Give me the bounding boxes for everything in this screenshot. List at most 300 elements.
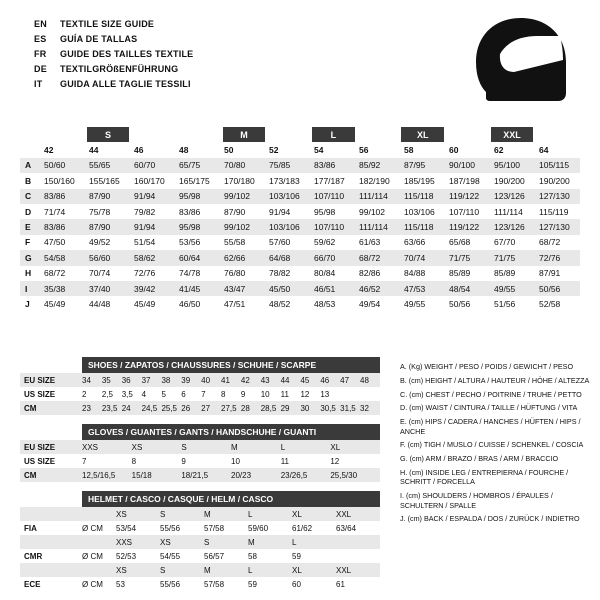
cell: 111/114	[359, 191, 388, 202]
cell: 55/56	[160, 579, 181, 589]
numeric-size-60: 60	[449, 145, 459, 156]
cell: 30	[300, 403, 310, 413]
numeric-header-spacer	[20, 142, 40, 157]
cell: 83/86	[44, 191, 66, 202]
table-row	[20, 204, 580, 219]
helmet-ece-headers	[116, 566, 380, 575]
helmet-ece-row	[20, 577, 380, 591]
cell: 70/74	[404, 252, 426, 263]
cell: 29	[280, 403, 290, 413]
cell: 63/64	[336, 523, 357, 533]
cell: 46/50	[179, 298, 201, 309]
cell: 91/94	[134, 222, 156, 233]
cell: 23	[82, 403, 91, 413]
cell: 90/100	[449, 160, 475, 171]
size-table-group-header	[20, 127, 580, 142]
cell: 107/110	[314, 222, 345, 233]
cell: 47	[340, 375, 350, 385]
cell: 55/65	[89, 160, 111, 171]
legend-item-b: B. (cm) HEIGHT / ALTURA / HAUTEUR / HÖHE / ALTEZZA	[400, 375, 590, 385]
cell: 27,5	[221, 403, 237, 413]
cell: S	[160, 509, 166, 519]
row-label-g: G	[25, 252, 32, 263]
cell: 47/53	[404, 283, 426, 294]
shoes-us-values	[82, 390, 380, 399]
cell: 72/76	[539, 252, 561, 263]
table-row	[20, 189, 580, 204]
cell: 71/75	[449, 252, 471, 263]
cell: 72/76	[134, 268, 156, 279]
cell: 87/90	[89, 222, 111, 233]
cell: 56/57	[204, 551, 225, 561]
header-title-de: TEXTILGRÖßENFÜHRUNG	[60, 64, 179, 74]
header-lang-it: IT	[34, 79, 43, 89]
cell: 123/126	[494, 222, 525, 233]
cell: 91/94	[269, 206, 291, 217]
cell: S	[181, 442, 187, 452]
group-label-xl: XL	[401, 127, 444, 142]
legend-item-c: C. (cm) CHEST / PECHO / POITRINE / TRUHE / PETTO	[400, 389, 582, 399]
cell: 66/70	[314, 252, 336, 263]
cell: 59	[248, 579, 257, 589]
gloves-cm-values	[82, 471, 380, 480]
cell: 49/54	[359, 298, 381, 309]
group-header-spacer	[20, 127, 40, 142]
numeric-size-50: 50	[224, 145, 234, 156]
size-table-numeric-header	[20, 142, 580, 157]
legend-item-j: J. (cm) BACK / ESPALDA / DOS / ZURÜCK / INDIETRO	[400, 514, 580, 524]
group-header-cells	[40, 127, 580, 142]
cell: 76/80	[224, 268, 246, 279]
cell: 35/38	[44, 283, 66, 294]
cell: 4	[141, 389, 147, 399]
cell: M	[248, 537, 255, 547]
cell: XXL	[336, 509, 352, 519]
cell: 23/26,5	[280, 470, 308, 480]
cell: 119/122	[449, 222, 480, 233]
cell: 71/75	[494, 252, 516, 263]
gloves-cm-row	[20, 468, 380, 482]
cell: 48/53	[314, 298, 336, 309]
cell: 9	[240, 389, 246, 399]
cell: 150/160	[44, 175, 75, 186]
cell: 83/86	[44, 222, 66, 233]
cell: 115/118	[404, 191, 434, 202]
cell: 34	[82, 375, 91, 385]
cell: 12	[300, 389, 310, 399]
legend-item-d: D. (cm) WAIST / CINTURA / TAILLE / HÜFTUNG / VITA	[400, 403, 578, 413]
legend-item-a: A. (Kg) WEIGHT / PESO / POIDS / GEWICHT / PESO	[400, 362, 574, 371]
cell: 48	[360, 375, 369, 385]
helmet-cmr-headers	[116, 538, 380, 547]
helmet-cmr-diameter-label: Ø CM	[82, 551, 103, 561]
group-label-l: L	[312, 127, 355, 142]
cell	[340, 390, 360, 399]
cell: 107/110	[314, 191, 345, 202]
cell: 103/106	[269, 222, 300, 233]
gloves-eu-values	[82, 443, 380, 452]
cell: 177/187	[314, 175, 345, 186]
cell: 50/56	[539, 283, 561, 294]
cell: 2,5	[101, 389, 113, 399]
cell: 42	[240, 375, 250, 385]
helmet-cmr-values	[116, 552, 380, 561]
cell: 87/90	[89, 191, 111, 202]
gloves-cm-label: CM	[24, 470, 37, 480]
cell: 18/21,5	[181, 470, 209, 480]
cell: 82/86	[359, 268, 381, 279]
numeric-size-58: 58	[404, 145, 414, 156]
cell: 28,5	[260, 403, 277, 413]
group-label-m: M	[223, 127, 266, 142]
header-title-it: GUIDA ALLE TAGLIE TESSILI	[60, 79, 191, 89]
numeric-size-54: 54	[314, 145, 324, 156]
legend-item-h: H. (cm) INSIDE LEG / ENTREPIERNA / FOURCHE / SCHRITT / FORCELLA	[400, 467, 569, 487]
table-row	[20, 219, 580, 234]
header-lang-fr: FR	[34, 49, 47, 59]
cell: 49/52	[89, 237, 111, 248]
row-label-h: H	[25, 268, 32, 279]
header-row	[34, 48, 193, 61]
cell: 57/58	[204, 523, 225, 533]
cell: 87/91	[539, 268, 561, 279]
header-row	[34, 63, 193, 76]
cell: 103/106	[404, 206, 435, 217]
cell: 39/42	[134, 283, 156, 294]
cell: 105/115	[539, 160, 570, 171]
numeric-size-52: 52	[269, 145, 279, 156]
cell: 65/68	[449, 237, 471, 248]
legend-item-i: I. (cm) SHOULDERS / HOMBROS / ÉPAULES / SCHULTERN / SPALLE	[400, 491, 553, 510]
cell: 71/74	[44, 206, 66, 217]
group-cell-empty	[40, 127, 87, 142]
cell: 95/98	[179, 222, 201, 233]
group-label-xxl: XXL	[491, 127, 534, 142]
cell: S	[160, 565, 166, 575]
cell: 62/66	[224, 252, 246, 263]
header-title-es: GUÍA DE TALLAS	[60, 34, 138, 44]
cell: 56/60	[89, 252, 111, 263]
cell: 165/175	[179, 175, 210, 186]
header-lang-de: DE	[34, 64, 47, 74]
cell: 40	[201, 375, 211, 385]
cell: 8	[221, 389, 226, 399]
cell: 46/52	[359, 283, 381, 294]
cell: 12	[330, 456, 340, 466]
cell: 111/114	[359, 222, 388, 233]
cell: XL	[292, 565, 302, 575]
helmet-ece-values	[116, 580, 380, 589]
group-label-s: S	[87, 127, 130, 142]
table-row	[20, 173, 580, 188]
cell: 10	[231, 456, 240, 466]
cell: 190/200	[494, 175, 525, 186]
shoes-eu-label: EU SIZE	[24, 375, 56, 385]
panel-spacer	[20, 415, 380, 424]
cell: 61/63	[359, 237, 381, 248]
cell: 74/78	[179, 268, 201, 279]
gloves-eu-label: EU SIZE	[24, 442, 56, 452]
table-row	[20, 281, 580, 296]
cell: XL	[292, 509, 302, 519]
numeric-size-56: 56	[359, 145, 369, 156]
row-label-b: B	[25, 175, 32, 186]
cell: 85/92	[359, 160, 381, 171]
cell: M	[231, 442, 238, 452]
header-row	[34, 78, 193, 91]
cell: 24,5	[141, 403, 158, 413]
cell: 43	[260, 375, 270, 385]
cell: 187/198	[449, 175, 480, 186]
cell: 43/47	[224, 283, 246, 294]
cell: 55/56	[160, 523, 181, 533]
group-cell-empty	[176, 127, 223, 142]
cell: 79/82	[134, 206, 156, 217]
cell: 26	[181, 403, 191, 413]
cell	[360, 390, 380, 399]
cell: 41/45	[179, 283, 201, 294]
cell: 55/58	[224, 237, 246, 248]
cell: 53/56	[179, 237, 201, 248]
helmet-panel-title: HELMET / CASCO / CASQUE / HELM / CASCO	[82, 491, 380, 507]
cell: 58/62	[134, 252, 156, 263]
table-row	[20, 296, 580, 311]
cell: 52/58	[539, 298, 561, 309]
cell: 23,5	[101, 403, 118, 413]
cell: 3,5	[121, 389, 133, 399]
cell: 39	[181, 375, 191, 385]
legend-item-g: G. (cm) ARM / BRAZO / BRAS / ARM / BRACCIO	[400, 454, 559, 464]
cell: 65/75	[179, 160, 201, 171]
numeric-size-48: 48	[179, 145, 189, 156]
cell: XXS	[82, 442, 99, 452]
cell: 119/122	[449, 191, 480, 202]
header-lang-en: EN	[34, 19, 47, 29]
cell: 85/89	[494, 268, 516, 279]
cell: 83/86	[179, 206, 201, 217]
helmet-fia-values	[116, 524, 380, 533]
cell: 95/98	[314, 206, 336, 217]
cell: 11	[280, 456, 289, 466]
shoes-us-label: US SIZE	[24, 389, 56, 399]
cell: 9	[181, 456, 186, 466]
cell: L	[248, 565, 253, 575]
cell: 107/110	[449, 206, 480, 217]
cell: 54/58	[44, 252, 66, 263]
gloves-us-values	[82, 457, 380, 466]
row-label-j: J	[25, 298, 30, 309]
cell: 54/55	[160, 551, 181, 561]
cell: 160/170	[134, 175, 165, 186]
row-label-e: E	[25, 222, 31, 233]
cell: 27	[201, 403, 211, 413]
cell: XS	[116, 509, 127, 519]
cell: 31,5	[340, 403, 356, 413]
cell: 68/72	[44, 268, 66, 279]
cell: 75/78	[89, 206, 111, 217]
group-cell-empty	[129, 127, 176, 142]
header-row	[34, 18, 193, 31]
cell: 38	[161, 375, 171, 385]
cell: 49/55	[404, 298, 426, 309]
row-label-d: D	[25, 206, 32, 217]
helmet-cmr-header-row	[20, 535, 380, 549]
cell: 24	[121, 403, 131, 413]
helmet-cmr-label: CMR	[24, 551, 43, 561]
cell: 78/82	[269, 268, 291, 279]
cell: 20/23	[231, 470, 252, 480]
cell: L	[248, 509, 253, 519]
helmet-ece-header-row	[20, 563, 380, 577]
header-row	[34, 33, 193, 46]
cell: 47/50	[44, 237, 66, 248]
cell: 41	[221, 375, 230, 385]
group-cell-empty	[533, 127, 580, 142]
lower-panels	[20, 357, 380, 591]
cell: 45/50	[269, 283, 291, 294]
cell: 60/70	[134, 160, 156, 171]
shoes-panel-title: SHOES / ZAPATOS / CHAUSSURES / SCHUHE / SCARPE	[82, 357, 380, 373]
cell: 45/49	[134, 298, 156, 309]
cell: 35	[101, 375, 111, 385]
cell: 25,5	[161, 403, 178, 413]
cell: 75/85	[269, 160, 291, 171]
cell: 44/48	[89, 298, 111, 309]
shoes-cm-label: CM	[24, 403, 37, 413]
cell: 8	[131, 456, 137, 466]
cell: 2	[82, 389, 87, 399]
cell: 5	[161, 389, 166, 399]
cell: 115/118	[404, 222, 434, 233]
table-row	[20, 266, 580, 281]
panel-spacer	[20, 482, 380, 491]
cell: XXS	[116, 537, 133, 547]
cell: 87/95	[404, 160, 426, 171]
cell: 111/114	[494, 206, 523, 217]
cell: M	[204, 565, 211, 575]
helmet-fia-label: FIA	[24, 523, 37, 533]
cell: S	[204, 537, 210, 547]
helmet-fia-headers	[116, 510, 380, 519]
cell: 59	[292, 551, 301, 561]
helmet-fia-row	[20, 521, 380, 535]
cell: 87/90	[224, 206, 246, 217]
cell: 83/86	[314, 160, 336, 171]
cell: 80/84	[314, 268, 336, 279]
cell: 51/56	[494, 298, 516, 309]
shoes-us-row	[20, 387, 380, 401]
header-title-en: TEXTILE SIZE GUIDE	[60, 19, 155, 29]
cell: 49/55	[494, 283, 516, 294]
cell: 53	[116, 579, 125, 589]
cell: 11	[280, 389, 289, 399]
gloves-eu-row	[20, 440, 380, 454]
cell: 58	[248, 551, 257, 561]
cell: 173/183	[269, 175, 300, 186]
cell: 127/130	[539, 191, 570, 202]
cell: 182/190	[359, 175, 390, 186]
cell: 170/180	[224, 175, 255, 186]
helmet-ece-diameter-label: Ø CM	[82, 579, 103, 589]
cell: 10	[260, 389, 270, 399]
numeric-size-42: 42	[44, 145, 54, 156]
numeric-size-62: 62	[494, 145, 504, 156]
cell: 15/18	[131, 470, 152, 480]
cell: 95/100	[494, 160, 520, 171]
gloves-panel-title: GLOVES / GUANTES / GANTS / HANDSCHUHE / GUANTI	[82, 424, 380, 440]
row-label-a: A	[25, 160, 32, 171]
helmet-fia-header-row	[20, 507, 380, 521]
cell: 32	[360, 403, 369, 413]
gloves-us-row	[20, 454, 380, 468]
cell: 28	[240, 403, 250, 413]
cell: XS	[131, 442, 143, 452]
cell: 70/74	[89, 268, 111, 279]
cell: 48/54	[449, 283, 471, 294]
cell: 67/70	[494, 237, 516, 248]
cell: 155/165	[89, 175, 120, 186]
cell: 63/66	[404, 237, 426, 248]
numeric-size-64: 64	[539, 145, 549, 156]
cell: XL	[330, 442, 341, 452]
cell: 47/51	[224, 298, 246, 309]
table-row	[20, 158, 580, 173]
cell: 57/58	[204, 579, 225, 589]
shoes-eu-values	[82, 376, 380, 385]
cell: 123/126	[494, 191, 525, 202]
cell: 46/51	[314, 283, 336, 294]
cell: 85/89	[449, 268, 471, 279]
helmet-cmr-row	[20, 549, 380, 563]
shoes-eu-row	[20, 373, 380, 387]
cell: 61	[336, 579, 345, 589]
cell: 59/60	[248, 523, 269, 533]
cell: 68/72	[359, 252, 381, 263]
cell	[336, 552, 380, 561]
measurement-legend	[400, 362, 590, 528]
cell: 60/64	[179, 252, 201, 263]
cell: 46	[320, 375, 330, 385]
cell: XS	[116, 565, 127, 575]
cell: L	[292, 537, 297, 547]
cell: 61/62	[292, 523, 313, 533]
cell: 45	[300, 375, 310, 385]
cell: 99/102	[224, 222, 250, 233]
cell: 7	[201, 389, 206, 399]
cell: 30,5	[320, 403, 336, 413]
cell: 91/94	[134, 191, 156, 202]
row-label-i: I	[25, 283, 28, 294]
cell: 50/60	[44, 160, 66, 171]
cell: 44	[280, 375, 290, 385]
cell: 57/60	[269, 237, 291, 248]
cell: 60	[292, 579, 301, 589]
cell: L	[280, 442, 286, 452]
helmet-ece-label: ECE	[24, 579, 41, 589]
group-cell-empty	[355, 127, 402, 142]
cell: 12,5/16,5	[82, 470, 116, 480]
gloves-us-label: US SIZE	[24, 456, 56, 466]
cell: 127/130	[539, 222, 570, 233]
cell: 51/54	[134, 237, 156, 248]
table-row	[20, 250, 580, 265]
group-cell-empty	[444, 127, 491, 142]
cell: 48/52	[269, 298, 291, 309]
header	[34, 18, 193, 93]
cell: 64/68	[269, 252, 291, 263]
cell: 13	[320, 389, 330, 399]
cell: 99/102	[359, 206, 385, 217]
